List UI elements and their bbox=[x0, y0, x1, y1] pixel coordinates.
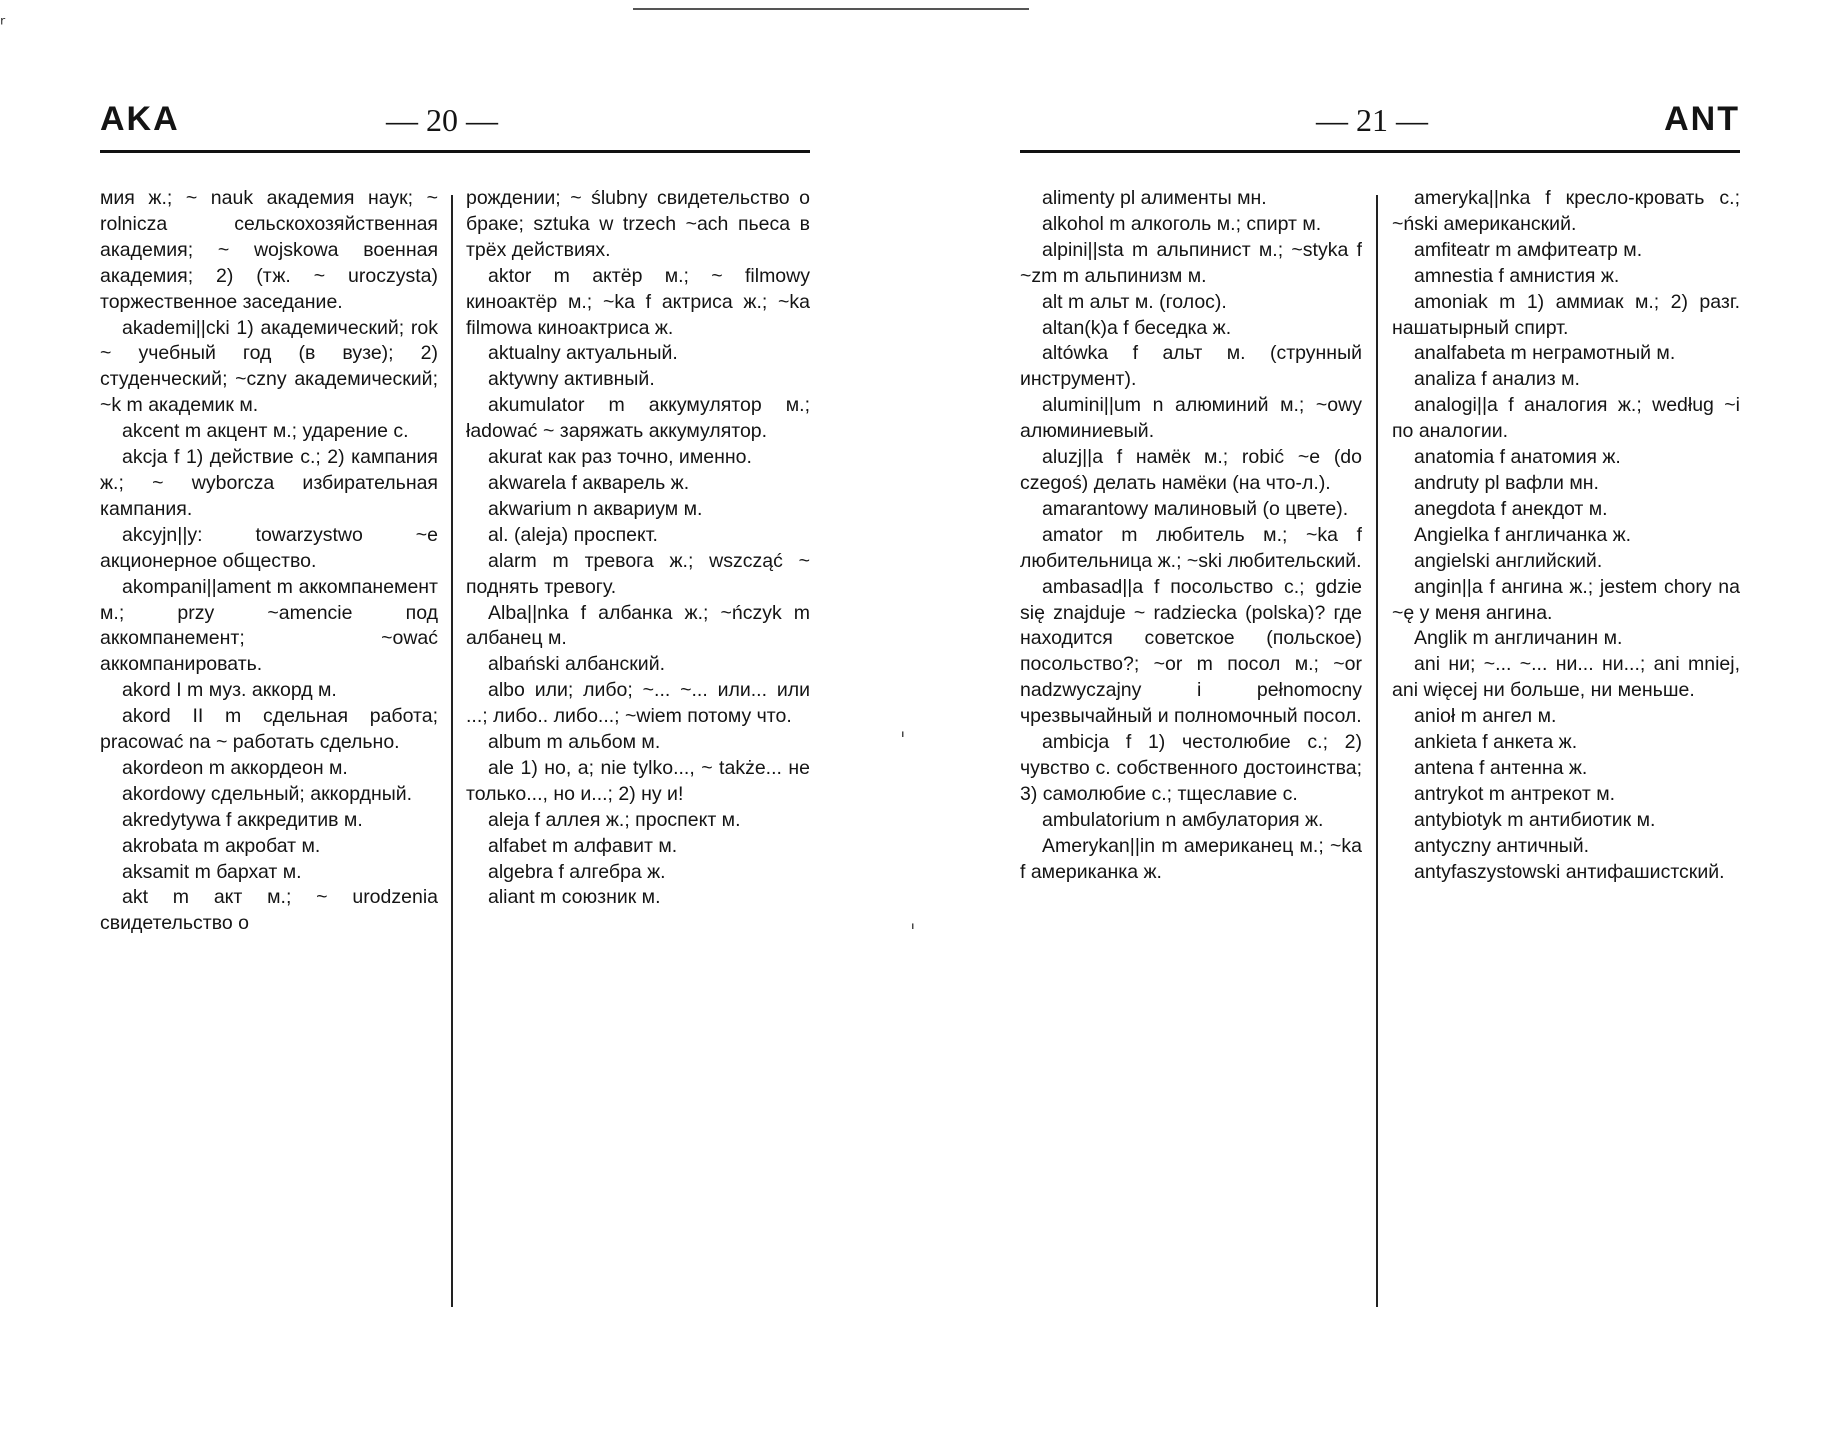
dictionary-entry: antrykot m антрекот м. bbox=[1414, 782, 1616, 805]
dictionary-entry: aluzj||a f намёк м.; robić ~e (do czegoś) делать намёки (на что-л.). bbox=[1020, 446, 1362, 494]
dictionary-entry: akordowy сдельный; аккордный. bbox=[122, 782, 413, 805]
dictionary-entry: akcyjn||y: towarzystwo ~e акционерное общество. bbox=[100, 523, 438, 572]
dictionary-entry: akcja f 1) действие с.; 2) кампания ж.; ~ wyborcza избирательная кампания. bbox=[100, 446, 438, 520]
dictionary-entry: ambasad||a f посольство с.; gdzie się znajduje ~ radziecka (polska)? где находится советское (польское) посольство?; ~or m посол м.; ~or nadzwyczajny i pełnomocny чрезвычайный и полномочный посол. bbox=[1020, 575, 1362, 728]
right-header-rule bbox=[1020, 150, 1740, 153]
dictionary-entry: aliant m союзник м. bbox=[488, 886, 661, 909]
dictionary-entry: amoniak m 1) аммиак м.; 2) разг. нашатырный спирт. bbox=[1392, 290, 1740, 339]
dictionary-entry: alarm m тревога ж.; wszcząć ~ поднять тревогу. bbox=[466, 549, 810, 598]
dictionary-entry: amarantowy малиновый (о цвете). bbox=[1042, 497, 1349, 520]
dictionary-entry: akt m акт м.; ~ urodzenia свидетельство о bbox=[100, 886, 438, 935]
dictionary-entry: aktualny актуальный. bbox=[488, 342, 678, 365]
dictionary-entry: al. (aleja) проспект. bbox=[488, 523, 658, 546]
dictionary-entry: anioł m ангел м. bbox=[1414, 705, 1557, 728]
dictionary-entry: antybiotyk m антибиотик м. bbox=[1414, 808, 1656, 831]
right-page-header bbox=[1020, 100, 1740, 144]
dictionary-entry: albański албанский. bbox=[488, 653, 666, 676]
left-page-header bbox=[100, 100, 810, 144]
dictionary-entry: antyfaszystowski антифашистский. bbox=[1414, 860, 1725, 883]
dictionary-entry: akrobata m акробат м. bbox=[122, 834, 321, 857]
dictionary-entry: akumulator m аккумулятор м.; ładować ~ заряжать аккумулятор. bbox=[466, 394, 810, 443]
dictionary-entry: рождении; ~ ślubny свидетельство о браке; sztuka w trzech ~ach пьеса в трёх действиях. bbox=[466, 187, 810, 261]
dictionary-entry: ambicja f 1) честолюбие с.; 2) чувство с. собственного достоинства; 3) самолюбие с.; тщеславие с. bbox=[1020, 731, 1362, 805]
dictionary-entry: alkohol m алкоголь м.; спирт м. bbox=[1042, 212, 1322, 235]
left-column-separator bbox=[451, 195, 453, 1307]
dictionary-entry: akredytywa f аккредитив м. bbox=[122, 808, 363, 831]
left-column-2 bbox=[466, 186, 810, 1310]
dictionary-entry: ankieta f анкета ж. bbox=[1414, 731, 1578, 754]
dictionary-entry: anatomia f анатомия ж. bbox=[1414, 446, 1621, 469]
dictionary-entry: akordeon m аккордеон м. bbox=[122, 756, 348, 779]
right-column-1 bbox=[1020, 186, 1362, 1310]
dictionary-entry: anegdota f анекдот м. bbox=[1414, 497, 1608, 520]
dictionary-entry: Anglik m англичанин м. bbox=[1414, 627, 1623, 650]
dictionary-entry: angin||a f ангина ж.; jestem chory na ~ę у меня ангина. bbox=[1392, 575, 1740, 624]
scan-speck: ʳ bbox=[0, 12, 6, 36]
dictionary-entry: Angielka f англичанка ж. bbox=[1414, 523, 1632, 546]
dictionary-entry: akcent m акцент м.; ударение с. bbox=[122, 420, 409, 443]
dictionary-entry: analiza f анализ м. bbox=[1414, 368, 1580, 391]
right-head-word: ANT bbox=[1664, 100, 1740, 138]
dictionary-entry: album m альбом м. bbox=[488, 731, 661, 754]
dictionary-entry: albo или; либо; ~... ~... или... или ...; либо.. либо...; ~wiem потому что. bbox=[466, 679, 810, 728]
left-page-number: — 20 — bbox=[386, 102, 498, 138]
dictionary-entry: andruty pl вафли мн. bbox=[1414, 471, 1599, 494]
scan-top-rule bbox=[633, 8, 1029, 10]
dictionary-entry: alumini||um n алюминий м.; ~owy алюминиевый. bbox=[1020, 394, 1362, 443]
dictionary-entry: akord I m муз. аккорд м. bbox=[122, 679, 337, 702]
right-page-number: — 21 — bbox=[1316, 102, 1428, 138]
dictionary-entry: amfiteatr m амфитеатр м. bbox=[1414, 238, 1643, 261]
dictionary-entry: ani ни; ~... ~... ни... ни...; ani mniej, ani więcej ни больше, ни меньше. bbox=[1392, 653, 1740, 702]
dictionary-entry: мия ж.; ~ nauk академия наук; ~ rolnicza сельскохозяйственная академия; ~ wojskowa военная академия; 2) (тж. ~ uroczysta) торжественное заседание. bbox=[100, 187, 438, 313]
dictionary-entry: akwarium n аквариум м. bbox=[488, 497, 703, 520]
dictionary-entry: alt m альт м. (голос). bbox=[1042, 290, 1227, 313]
dictionary-entry: analogi||a f аналогия ж.; według ~i по аналогии. bbox=[1392, 394, 1740, 443]
dictionary-entry: alfabet m алфавит м. bbox=[488, 834, 678, 857]
dictionary-entry: aksamit m бархат м. bbox=[122, 860, 302, 883]
dictionary-entry: altan(k)a f беседка ж. bbox=[1042, 316, 1232, 339]
dictionary-entry: amerykа||nka f кресло-кровать с.; ~ński американский. bbox=[1392, 187, 1740, 235]
dictionary-entry: akademi||cki 1) академический; rok ~ учебный год (в вузе); 2) студенческий; ~czny академический; ~k m академик м. bbox=[100, 316, 438, 417]
dictionary-entry: Alba||nka f албанка ж.; ~ńczyk m албанец м. bbox=[466, 601, 810, 650]
dictionary-entry: aleja f аллея ж.; проспект м. bbox=[488, 808, 741, 831]
scan-speck: ˈ bbox=[910, 920, 916, 944]
dictionary-entry: ale 1) но, а; nie tylko..., ~ także... не только..., но и...; 2) ну и! bbox=[466, 756, 810, 805]
dictionary-entry: ambulatorium n амбулатория ж. bbox=[1042, 808, 1324, 831]
dictionary-entry: akompani||ament m аккомпанемент м.; przy ~amencie под аккомпанемент; ~ować аккомпанировать. bbox=[100, 575, 438, 676]
dictionary-entry: antena f антенна ж. bbox=[1414, 756, 1588, 779]
dictionary-entry: amator m любитель м.; ~ka f любительница ж.; ~ski любительский. bbox=[1020, 523, 1362, 572]
left-column-1 bbox=[100, 186, 438, 1310]
right-column-separator bbox=[1376, 195, 1378, 1307]
dictionary-entry: alpini||sta m альпинист м.; ~styka f ~zm m альпинизм м. bbox=[1020, 238, 1362, 287]
dictionary-entry: amnestia f амнистия ж. bbox=[1414, 264, 1620, 287]
left-head-word: AKA bbox=[100, 100, 180, 138]
dictionary-entry: altówka f альт м. (струнный инструмент). bbox=[1020, 342, 1362, 391]
right-column-2 bbox=[1392, 186, 1740, 1310]
dictionary-entry: aktor m актёр м.; ~ filmowy киноактёр м.; ~ka f актриса ж.; ~ka filmowa киноактриса ж. bbox=[466, 264, 810, 339]
dictionary-entry: analfabeta m неграмотный м. bbox=[1414, 342, 1676, 365]
dictionary-entry: akurat как раз точно, именно. bbox=[488, 446, 752, 469]
scan-speck: ˌ bbox=[900, 715, 906, 739]
dictionary-entry: alimenty pl алименты мн. bbox=[1042, 187, 1267, 209]
dictionary-entry: angielski английский. bbox=[1414, 549, 1603, 572]
left-header-rule bbox=[100, 150, 810, 153]
dictionary-entry: algebra f алгебра ж. bbox=[488, 860, 666, 883]
dictionary-entry: akwarela f акварель ж. bbox=[488, 471, 690, 494]
dictionary-entry: antyczny античный. bbox=[1414, 834, 1590, 857]
dictionary-entry: Amerykan||in m американец м.; ~ka f американка ж. bbox=[1020, 834, 1362, 883]
dictionary-entry: akord II m сдельная работа; pracować na ~ работать сдельно. bbox=[100, 705, 438, 754]
dictionary-entry: aktywny активный. bbox=[488, 368, 655, 391]
